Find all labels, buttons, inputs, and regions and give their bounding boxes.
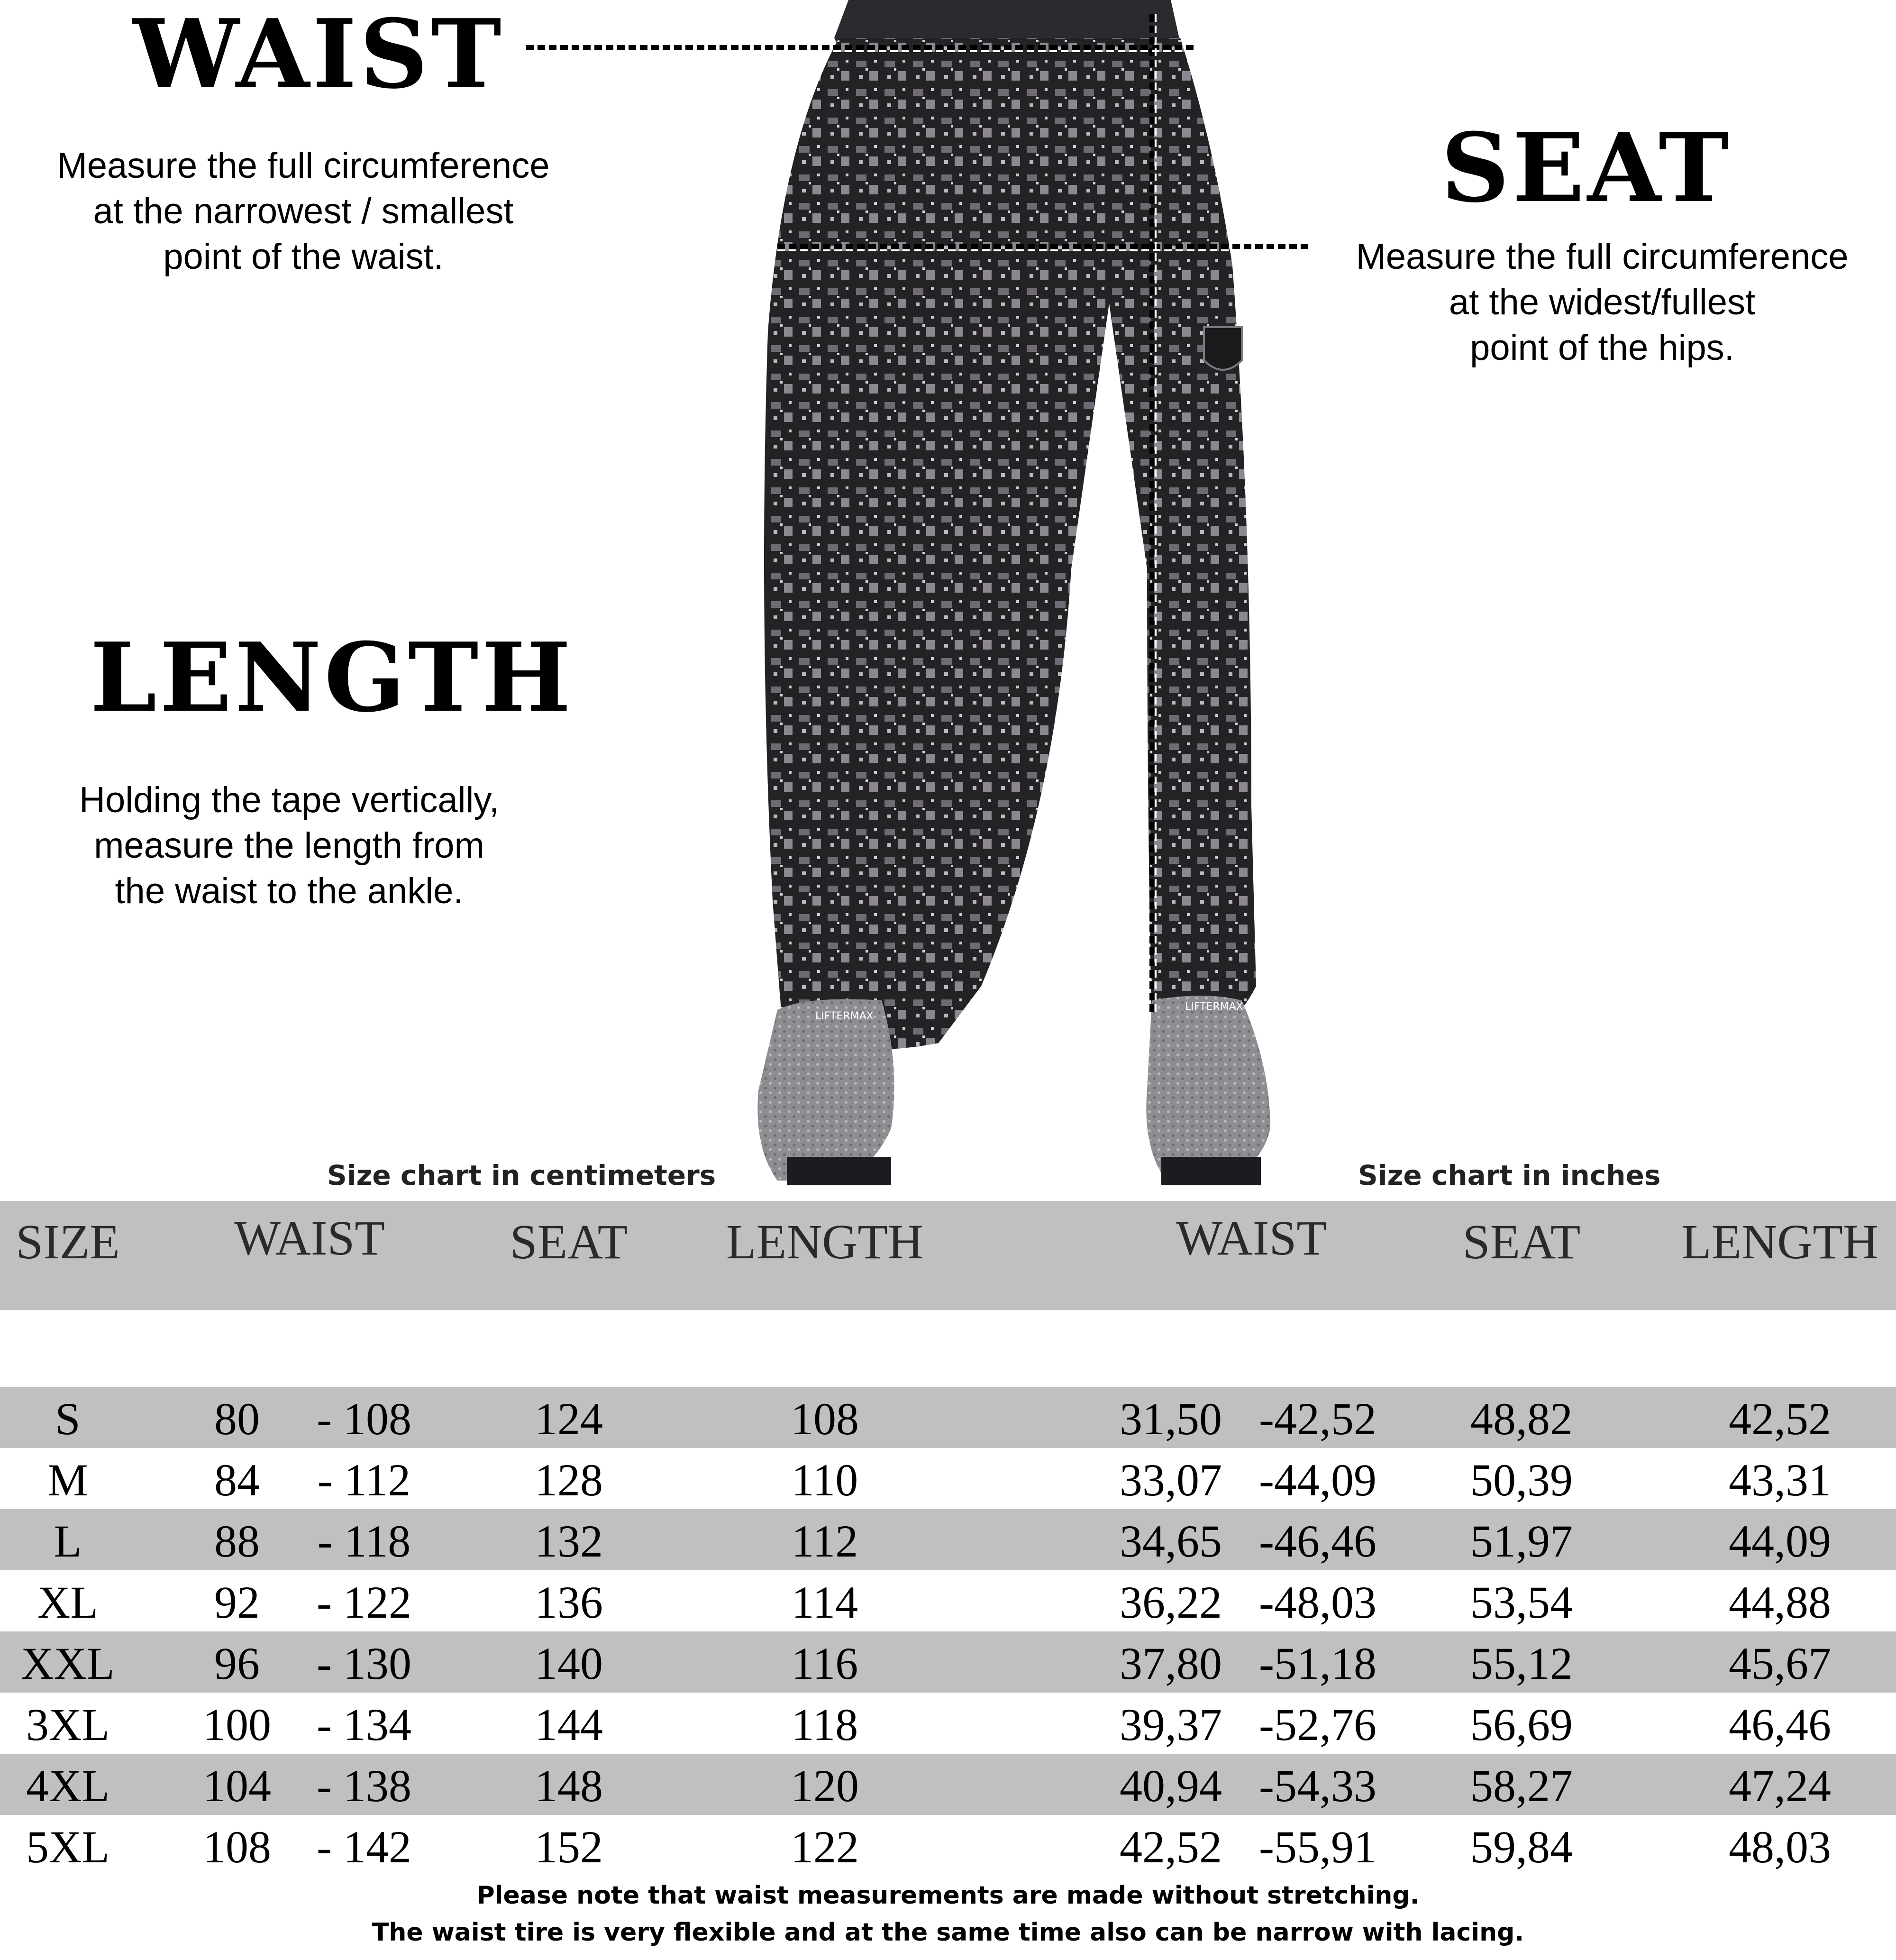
cell-cm-seat: 136 (535, 1577, 603, 1628)
table-row (0, 1509, 1896, 1570)
cell-cm-length: 114 (791, 1577, 858, 1628)
cell-size: XL (37, 1577, 98, 1628)
cell-cm-seat: 132 (535, 1516, 603, 1566)
length-title: LENGTH (90, 622, 574, 733)
svg-text:LIFTERMAX: LIFTERMAX (1185, 1001, 1243, 1013)
cell-cm-waist-min: 104 (203, 1760, 271, 1811)
waist-title: WAIST (133, 0, 504, 110)
cell-in-waist-max: -42,52 (1259, 1393, 1376, 1444)
cell-cm-waist-max: - 122 (317, 1577, 411, 1628)
cell-in-waist-max: -54,33 (1259, 1760, 1376, 1811)
cell-cm-waist-max: - 142 (317, 1822, 411, 1872)
cell-cm-waist-min: 92 (214, 1577, 260, 1628)
length-description: Holding the tape vertically, measure the length from the waist to the ankle. (79, 780, 499, 911)
cell-cm-length: 122 (791, 1822, 859, 1872)
cell-cm-seat: 128 (535, 1455, 603, 1505)
cell-in-waist-max: -44,09 (1259, 1455, 1376, 1505)
svg-text:LIFTERMAX: LIFTERMAX (815, 1010, 874, 1022)
seat-title: SEAT (1441, 112, 1732, 224)
cell-cm-waist-min: 108 (203, 1822, 271, 1872)
right-shoe (1146, 996, 1270, 1181)
header-cm-seat: SEAT (510, 1215, 628, 1269)
cell-in-seat: 58,27 (1470, 1760, 1573, 1811)
seat-description: Measure the full circumference at the widest/fullest point of the hips. (1356, 237, 1849, 368)
note-line-2: The waist tire is very flexible and at the same time also can be narrow with lacing. (372, 1918, 1524, 1947)
cell-in-waist-max: -55,91 (1259, 1822, 1376, 1872)
cell-cm-waist-min: 96 (214, 1638, 260, 1689)
cell-cm-waist-max: - 130 (317, 1638, 411, 1689)
cell-cm-waist-max: - 138 (317, 1760, 411, 1811)
cell-size: S (55, 1393, 81, 1444)
cell-in-waist-max: -52,76 (1259, 1699, 1376, 1750)
cell-cm-waist-max: - 118 (317, 1516, 411, 1566)
waist-description: Measure the full circumference at the narrowest / smallest point of the waist. (57, 146, 550, 277)
cell-in-waist-min: 33,07 (1120, 1455, 1222, 1505)
cell-in-length: 44,09 (1729, 1516, 1831, 1566)
table-row (0, 1693, 1896, 1754)
cell-cm-length: 120 (791, 1760, 859, 1811)
cell-cm-waist-min: 84 (214, 1455, 260, 1505)
cell-in-waist-max: -51,18 (1259, 1638, 1376, 1689)
cell-in-waist-min: 34,65 (1120, 1516, 1222, 1566)
cell-in-seat: 53,54 (1470, 1577, 1573, 1628)
header-in-waist: WAIST (1176, 1211, 1327, 1265)
cell-in-waist-min: 36,22 (1120, 1577, 1222, 1628)
cell-size: 3XL (26, 1699, 109, 1750)
cell-in-waist-min: 31,50 (1120, 1393, 1222, 1444)
note-line-1: Please note that waist measurements are made without stretching. (476, 1881, 1420, 1910)
table-row (0, 1448, 1896, 1509)
table-header (0, 1211, 1896, 1271)
cell-cm-seat: 148 (535, 1760, 603, 1811)
cell-cm-waist-max: - 134 (317, 1699, 411, 1750)
cell-in-waist-min: 37,80 (1120, 1638, 1222, 1689)
header-in-length: LENGTH (1681, 1215, 1878, 1269)
header-size: SIZE (16, 1215, 120, 1269)
cell-in-seat: 59,84 (1470, 1822, 1573, 1872)
caption-inches: Size chart in inches (1358, 1159, 1661, 1191)
cell-in-length: 44,88 (1729, 1577, 1831, 1628)
cell-in-seat: 55,12 (1470, 1638, 1573, 1689)
table-row (0, 1754, 1896, 1815)
cell-in-waist-min: 39,37 (1120, 1699, 1222, 1750)
cell-in-seat: 50,39 (1470, 1455, 1573, 1505)
cell-in-length: 46,46 (1729, 1699, 1831, 1750)
cell-cm-waist-min: 88 (214, 1516, 260, 1566)
cell-in-length: 47,24 (1729, 1760, 1831, 1811)
cell-size: 4XL (26, 1760, 109, 1811)
cell-in-waist-min: 40,94 (1120, 1760, 1222, 1811)
cell-cm-seat: 144 (535, 1699, 603, 1750)
header-in-seat: SEAT (1462, 1215, 1581, 1269)
cell-size: 5XL (26, 1822, 109, 1872)
cell-size: M (47, 1455, 88, 1505)
cell-in-length: 45,67 (1729, 1638, 1831, 1689)
cell-cm-seat: 124 (535, 1393, 603, 1444)
cell-cm-waist-max: - 112 (317, 1455, 411, 1505)
table-row (0, 1815, 1896, 1876)
cell-in-length: 43,31 (1729, 1455, 1831, 1505)
cell-cm-seat: 152 (535, 1822, 603, 1872)
cell-in-waist-max: -48,03 (1259, 1577, 1376, 1628)
cell-cm-length: 110 (791, 1455, 858, 1505)
table-row (0, 1387, 1896, 1448)
cell-cm-waist-max: - 108 (317, 1393, 411, 1444)
table-row (0, 1570, 1896, 1631)
cell-cm-length: 112 (791, 1516, 858, 1566)
cell-size: XXL (21, 1638, 115, 1689)
cell-cm-waist-min: 100 (203, 1699, 271, 1750)
caption-centimeters: Size chart in centimeters (327, 1159, 716, 1191)
header-cm-length: LENGTH (726, 1215, 923, 1269)
cell-in-seat: 51,97 (1470, 1516, 1573, 1566)
pants-body-shape (764, 38, 1256, 1049)
cell-in-seat: 48,82 (1470, 1393, 1573, 1444)
left-shoe (757, 999, 894, 1181)
cell-cm-length: 108 (791, 1393, 859, 1444)
cell-size: L (54, 1516, 82, 1566)
cell-in-length: 42,52 (1729, 1393, 1831, 1444)
cell-cm-seat: 140 (535, 1638, 603, 1689)
cell-in-waist-min: 42,52 (1120, 1822, 1222, 1872)
cell-in-waist-max: -46,46 (1259, 1516, 1376, 1566)
table-row (0, 1631, 1896, 1693)
cell-cm-length: 118 (791, 1699, 858, 1750)
cell-in-length: 48,03 (1729, 1822, 1831, 1872)
cell-in-seat: 56,69 (1470, 1699, 1573, 1750)
cell-cm-length: 116 (791, 1638, 858, 1689)
cell-cm-waist-min: 80 (214, 1393, 260, 1444)
header-cm-waist: WAIST (234, 1211, 385, 1265)
